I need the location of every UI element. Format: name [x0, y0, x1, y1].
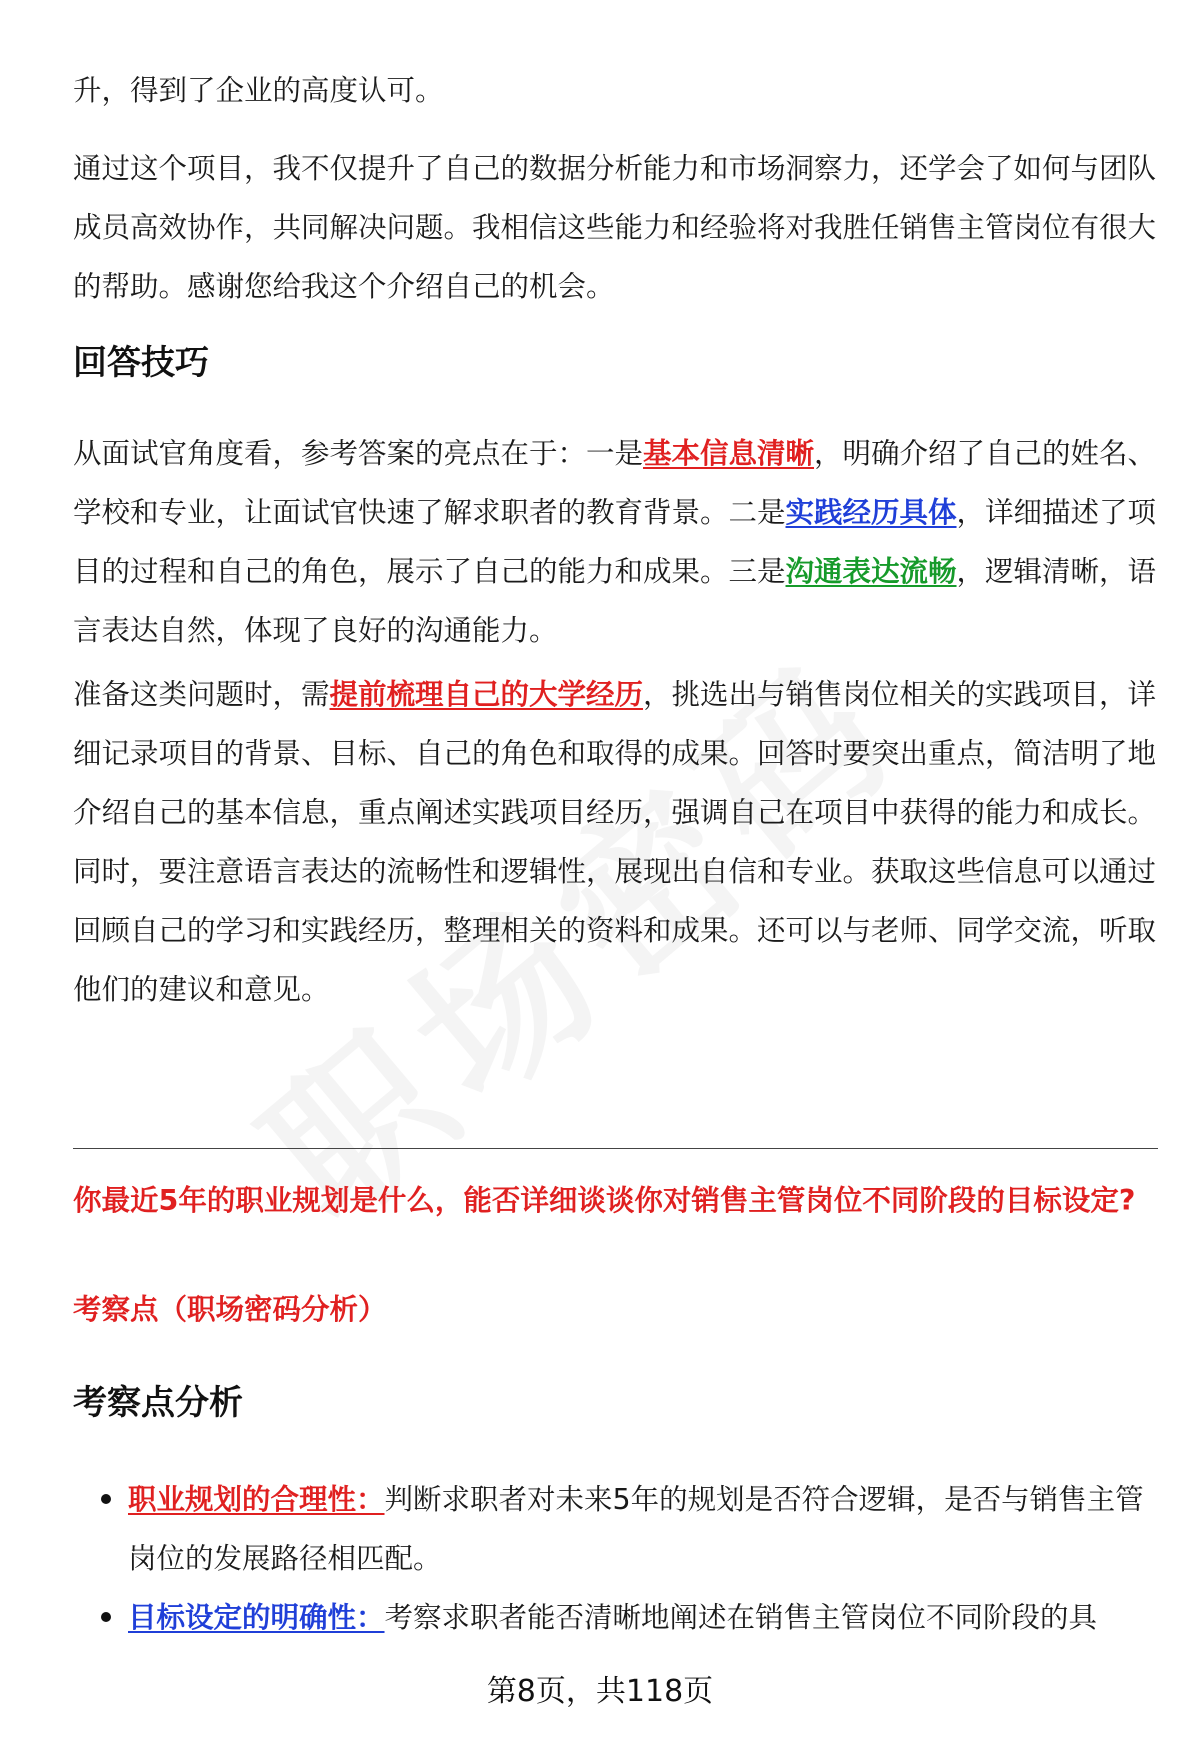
section-heading-tips: 回答技巧 [73, 343, 209, 383]
highlight-practice-experience: 实践经历具体 [785, 496, 957, 529]
list-item [73, 1588, 1158, 1647]
highlight-university-experience: 提前梳理自己的大学经历 [329, 678, 644, 711]
tips-p2-text-1: 准备这类问题时，需 [73, 678, 330, 711]
tips-paragraph-2 [73, 665, 1158, 1019]
question-subtitle: 考察点（职场密码分析） [73, 1293, 387, 1326]
tips-p1-text-3: ，详细描述了项目的过程和自己的角色，展示了自己的能力和成果。三是 [73, 496, 1157, 588]
analysis-label-2: 目标设定的明确性： [128, 1601, 385, 1634]
analysis-list [73, 1470, 1158, 1647]
tips-p1-text-2: ，明确介绍了自己的姓名、学校和专业，让面试官快速了解求职者的教育背景。二是 [73, 437, 1157, 529]
tips-p2-text-2: ，挑选出与销售岗位相关的实践项目，详细记录项目的背景、目标、自己的角色和取得的成果。回答时要突出重点，简洁明了地介绍自己的基本信息，重点阐述实践项目经历，强调自己在项目中获得的能力和成长。同时，要注意语言表达的流畅性和逻辑性，展现出自信和专业。获取这些信息可以通过回顾自己的学习和实践经历，整理相关的资料和成果。还可以与老师、同学交流，听取他们的建议和意见。 [73, 678, 1157, 1006]
bullet-icon [101, 1494, 111, 1504]
interview-question: 你最近5年的职业规划是什么，能否详细谈谈你对销售主管岗位不同阶段的目标设定? [73, 1184, 1136, 1217]
list-item [73, 1470, 1158, 1588]
analysis-text-2: 考察求职者能否清晰地阐述在销售主管岗位不同阶段的具 [384, 1601, 1098, 1634]
analysis-text-1: 判断求职者对未来5年的规划是否符合逻辑，是否与销售主管岗位的发展路径相匹配。 [128, 1483, 1144, 1575]
highlight-basic-info: 基本信息清晰 [643, 437, 815, 470]
highlight-communication: 沟通表达流畅 [785, 555, 957, 588]
analysis-label-1: 职业规划的合理性： [128, 1483, 385, 1516]
tips-p1-text-4: ，逻辑清晰，语言表达自然，体现了良好的沟通能力。 [73, 555, 1157, 647]
section-heading-analysis: 考察点分析 [73, 1383, 243, 1423]
intro-paragraph-2: 通过这个项目，我不仅提升了自己的数据分析能力和市场洞察力，还学会了如何与团队成员高效协作，共同解决问题。我相信这些能力和经验将对我胜任销售主管岗位有很大的帮助。感谢您给我这个介绍自己的机会。 [73, 152, 1157, 303]
bullet-icon [101, 1612, 111, 1622]
tips-p1-text-1: 从面试官角度看，参考答案的亮点在于：一是 [73, 437, 644, 470]
section-divider [73, 1148, 1158, 1149]
page-number: 第8页，共118页 [486, 1674, 714, 1709]
intro-paragraph-1: 升，得到了企业的高度认可。 [73, 74, 444, 107]
tips-paragraph-1 [73, 424, 1158, 660]
